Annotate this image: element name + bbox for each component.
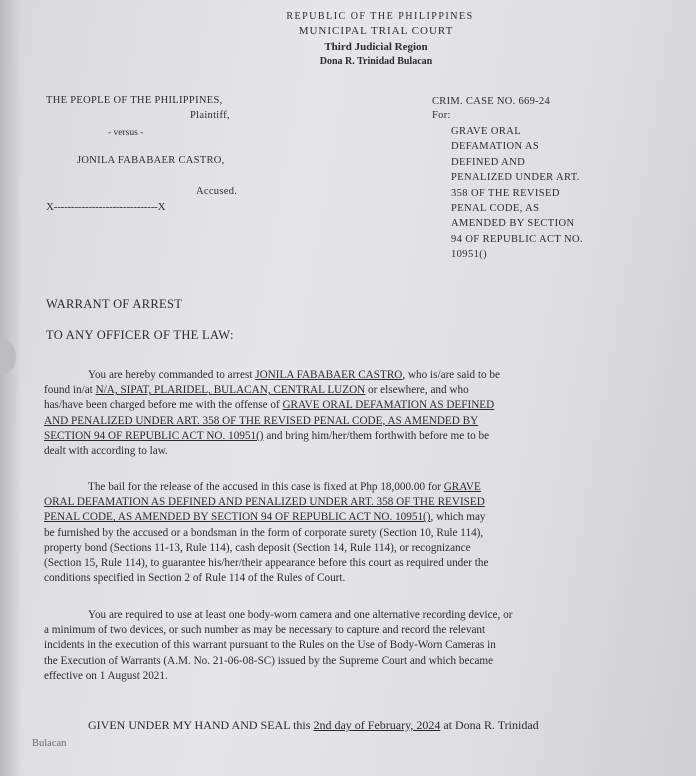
text-line: the Execution of Warrants (A.M. No. 21-06-08-SC) issued by the Supreme Court and which became [44, 654, 494, 667]
text-line: You are required to use at least one body-worn camera and one alternative recording device, or [88, 609, 513, 621]
text-line: found in/at N/A, SIPAT, PLARIDEL, BULACAN, CENTRAL LUZON or elsewhere, and who [44, 384, 469, 397]
charge-line: PENAL CODE, AS [451, 203, 540, 215]
text-line: PENAL CODE, AS AMENDED BY SECTION 94 OF REPUBLIC ACT NO. 10951(), which may [44, 511, 486, 524]
offense-text: SECTION 94 OF REPUBLIC ACT NO. 10951() [44, 429, 264, 442]
text-line: be furnished by the accused or a bondsman in the form of corporate surety (Section 10, Rule 114), [44, 526, 484, 539]
accused-role: Accused. [196, 186, 238, 197]
offense-text: AND PENALIZED UNDER ART. 358 OF THE REVISED PENAL CODE, AS AMENDED BY [44, 414, 479, 427]
text-line: SECTION 94 OF REPUBLIC ACT NO. 10951() and bring him/her/them forthwith before me to be [44, 429, 490, 442]
charge-line: DEFAMATION AS [451, 141, 540, 153]
text-line: incidents in the execution of this warrant pursuant to the Rules on the Use of Body-Worn Cameras in [44, 639, 496, 652]
given-place: Bulacan [32, 738, 67, 749]
text-line: has/have been charged before me with the offense of GRAVE ORAL DEFAMATION AS DEFINED [44, 399, 495, 412]
charge-line: PENALIZED UNDER ART. [451, 172, 580, 184]
offense-text: PENAL CODE, AS AMENDED BY SECTION 94 OF REPUBLIC ACT NO. 10951() [44, 511, 431, 524]
paragraph-command [44, 368, 666, 459]
caption-divider: X------------------------------X [46, 201, 166, 213]
accused-address: N/A, SIPAT, PLARIDEL, BULACAN, CENTRAL LUZON [95, 384, 366, 397]
charge-line: 10951() [451, 249, 488, 261]
offense-text: ORAL DEFAMATION AS DEFINED AND PENALIZED UNDER ART. 358 OF THE REVISED [44, 496, 485, 509]
charge-line: 358 OF THE REVISED [451, 187, 560, 199]
paragraph-bail [44, 480, 666, 586]
text-line: The bail for the release of the accused in this case is fixed at Php 18,000.00 for GRAVE [88, 481, 481, 493]
charge-line: 94 OF REPUBLIC ACT NO. [451, 233, 584, 245]
header-court: MUNICIPAL TRIAL COURT [298, 25, 454, 37]
warrant-title: WARRANT OF ARREST [46, 297, 183, 311]
text-line: conditions specified in Section 2 of Rule 114 of the Rules of Court. [44, 572, 346, 585]
charge-line: AMENDED BY SECTION [451, 218, 575, 230]
addressee: TO ANY OFFICER OF THE LAW: [46, 328, 234, 342]
text-line: dealt with according to law. [44, 445, 168, 458]
header-republic: REPUBLIC OF THE PHILIPPINES [286, 11, 474, 22]
issue-date: 2nd day of February, 2024 [313, 718, 441, 732]
page-shadow [0, 0, 22, 776]
given-line: GIVEN UNDER MY HAND AND SEAL this 2nd day of February, 2024 at Dona R. Trinidad [88, 718, 539, 732]
charge-line: GRAVE ORAL [451, 126, 522, 137]
accused-name: JONILA FABABAER CASTRO, [77, 155, 225, 166]
text-line: property bond (Sections 11-13, Rule 114), cash deposit (Section 14, Rule 114), or recognizance [44, 541, 471, 554]
text-line: effective on 1 August 2021. [44, 669, 168, 682]
plaintiff-role: Plaintiff, [190, 110, 230, 121]
offense-text: GRAVE [443, 481, 481, 493]
header-place: Dona R. Trinidad Bulacan [319, 56, 433, 67]
case-number: CRIM. CASE NO. 669-24 [432, 96, 551, 107]
charge-block [451, 124, 583, 263]
header-region: Third Judicial Region [324, 41, 428, 53]
accused-name-inline: JONILA FABABAER CASTRO [255, 369, 403, 381]
paragraph-bodycam [44, 608, 666, 684]
text-line: a minimum of two devices, or such number as may be necessary to capture and record the relevant [44, 624, 486, 637]
charge-line: DEFINED AND [451, 156, 526, 168]
offense-text: GRAVE ORAL DEFAMATION AS DEFINED [282, 399, 495, 412]
plaintiff-name: THE PEOPLE OF THE PHILIPPINES, [46, 95, 223, 106]
for-label: For: [432, 110, 451, 121]
text-line: (Section 15, Rule 114), to guarantee his/her/their appearance before this court as required under the [44, 557, 489, 570]
text-line: You are hereby commanded to arrest JONILA FABABAER CASTRO, who is/are said to be [88, 369, 500, 381]
versus-label: - versus - [108, 128, 144, 138]
